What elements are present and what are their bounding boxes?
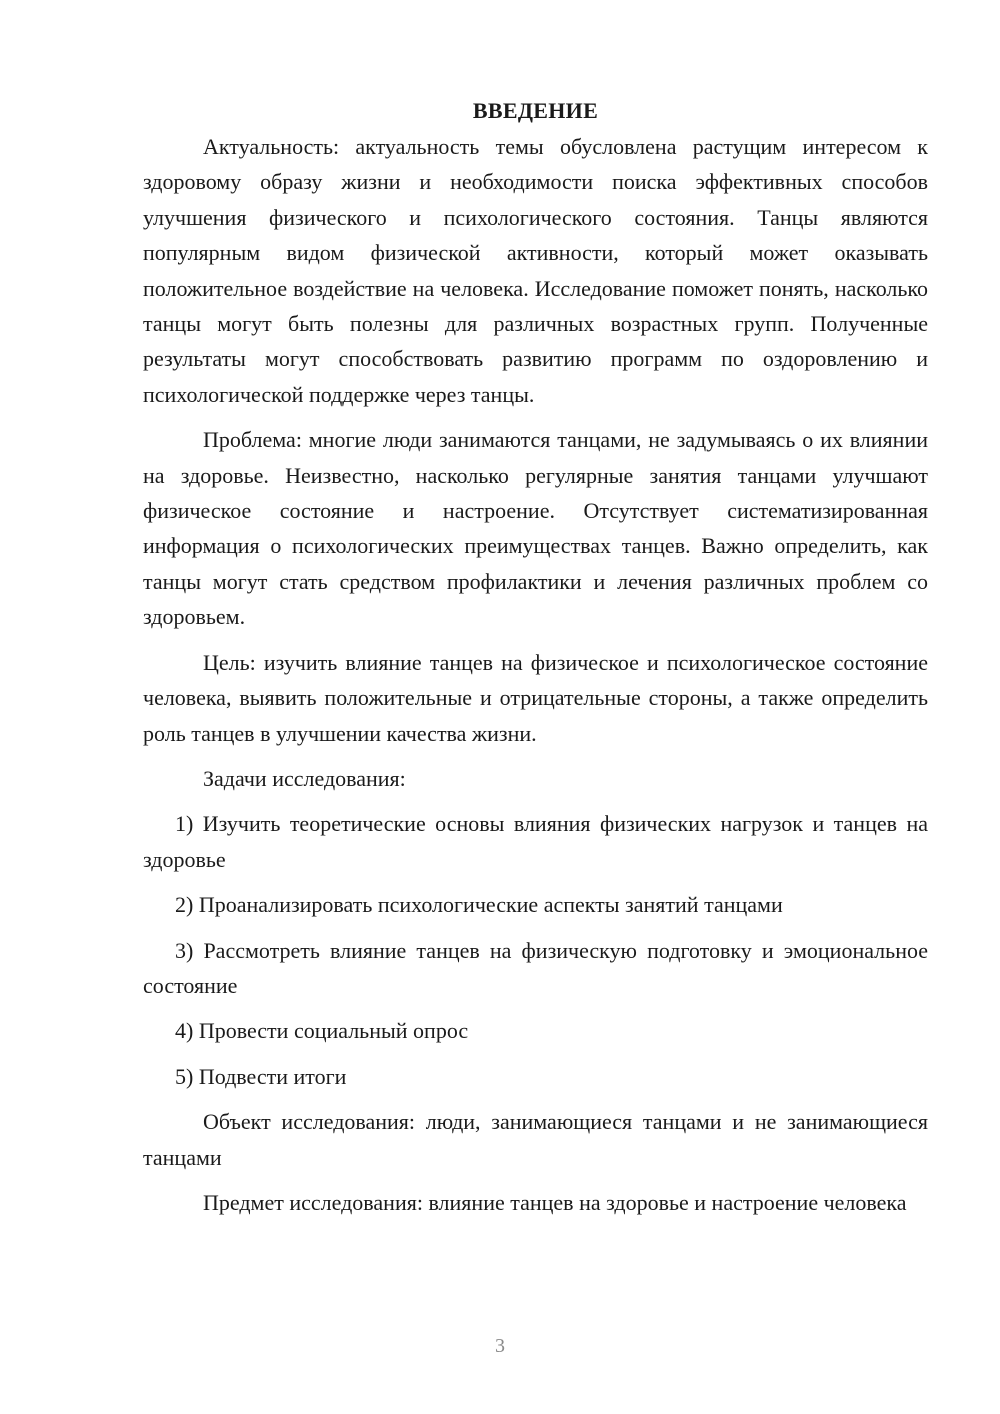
object-paragraph: Объект исследования: люди, занимающиеся танцами и не занимающиеся танцами (143, 1109, 928, 1170)
task-item-1: 1) Изучить теоретические основы влияния физических нагрузок и танцев на здоровье (143, 811, 928, 872)
page-number: 3 (495, 1335, 505, 1357)
task-item-4: 4) Провести социальный опрос (175, 1018, 469, 1044)
goal-paragraph: Цель: изучить влияние танцев на физическое и психологическое состояние человека, выявить положительные и отрицательные стороны, а также определить роль танцев в улучшении качества жизни. (143, 649, 928, 746)
tasks-title: Задачи исследования: (203, 765, 406, 791)
task-item-3: 3) Рассмотреть влияние танцев на физическую подготовку и эмоциональное состояние (143, 937, 928, 998)
relevance-paragraph: Актуальность: актуальность темы обусловлена растущим интересом к здоровому образу жизни и необходимости поиска эффективных способов улучшения физического и психологического состояния. Танцы являются популярным видом физической активности, который может оказывать положительное воздействие на человека. Исследование поможет понять, насколько танцы могут быть полезны для различных возрастных групп. Полученные результаты могут способствовать развитию программ по оздоровлению и психологической поддержке через танцы. (143, 134, 928, 407)
task-item-2: 2) Проанализировать психологические аспекты занятий танцами (175, 892, 783, 918)
problem-paragraph: Проблема: многие люди занимаются танцами, не задумываясь о их влиянии на здоровье. Неизвестно, насколько регулярные занятия танцами улучшают физическое состояние и настроение. Отсутствует систематизированная информация о психологических преимуществах танцев. Важно определить, как танцы могут стать средством профилактики и лечения различных проблем со здоровьем. (143, 427, 928, 630)
subject-paragraph: Предмет исследования: влияние танцев на здоровье и настроение человека (203, 1189, 907, 1215)
document-page (143, 93, 928, 1230)
section-heading: ВВЕДЕНИЕ (472, 98, 599, 123)
task-item-5: 5) Подвести итоги (175, 1063, 347, 1089)
